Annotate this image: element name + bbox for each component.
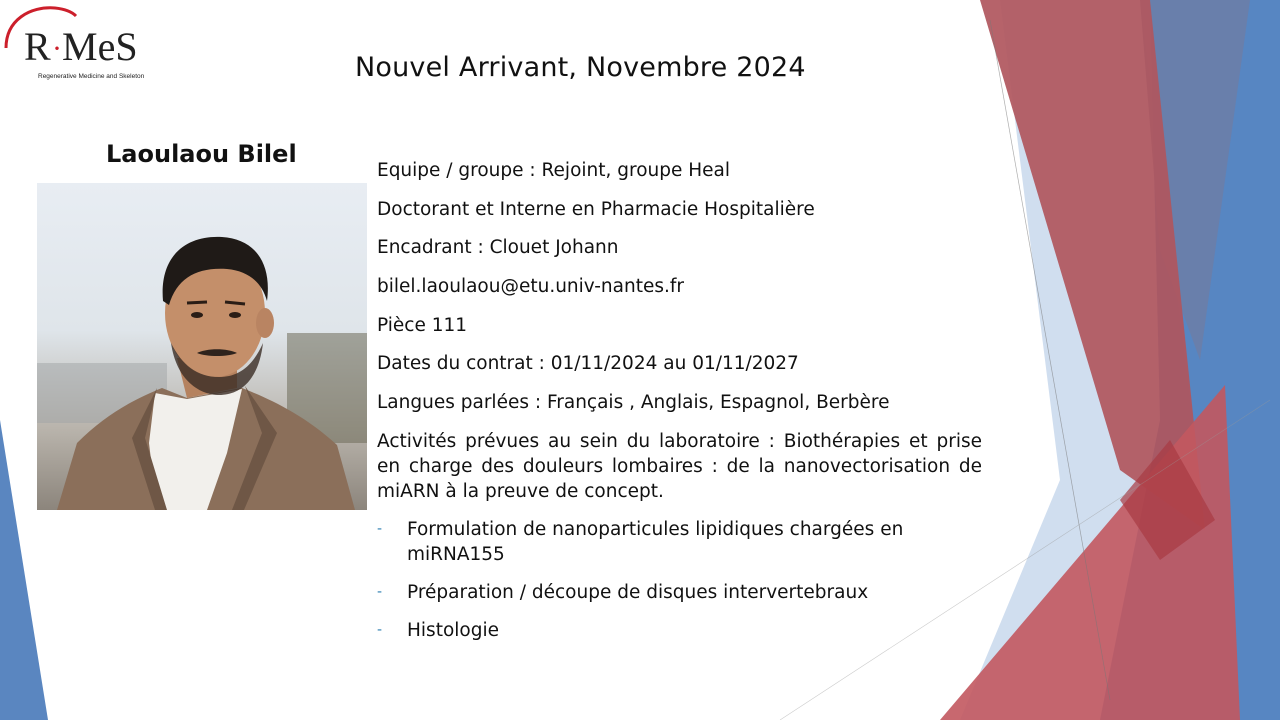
eyebrow-left: [187, 302, 207, 303]
team-line: Equipe / groupe : Rejoint, groupe Heal: [377, 160, 731, 181]
contract-dates-line: Dates du contrat : 01/11/2024 au 01/11/2027: [377, 353, 799, 375]
eye-left: [191, 312, 203, 318]
supervisor-line: Encadrant : Clouet Johann: [377, 237, 619, 259]
rmes-logo: [0, 0, 170, 84]
email-line: bilel.laoulaou@etu.univ-nantes.fr: [377, 276, 684, 298]
list-item: [377, 580, 982, 605]
bullet-marker: -: [377, 583, 383, 600]
activities-list: [377, 517, 982, 643]
logo-tagline: Regenerative Medicine and Skeleton: [38, 73, 145, 80]
list-item: [377, 618, 982, 643]
list-item: [377, 517, 982, 567]
list-item-text: Préparation / découpe de disques intervertebraux: [407, 581, 869, 603]
person-photo: [37, 183, 367, 510]
slide-title: Nouvel Arrivant, Novembre 2024: [355, 52, 806, 83]
eyebrow-right: [225, 302, 245, 304]
logo-r: R: [24, 24, 51, 69]
portrait-illustration: [37, 183, 367, 510]
room-line: Pièce 111: [377, 314, 468, 336]
list-item-text: Formulation de nanoparticules lipidiques chargées en miRNA155: [407, 518, 904, 565]
languages-line: Langues parlées : Français , Anglais, Espagnol, Berbère: [377, 392, 890, 414]
logo-mes: MeS: [62, 24, 138, 69]
position-line: Doctorant et Interne en Pharmacie Hospitalière: [377, 198, 815, 220]
bullet-marker: -: [377, 520, 383, 537]
activities-paragraph: Activités prévues au sein du laboratoire : Biothérapies et prise en charge des douleurs lombaires : de la nanovectorisation de miARN à la preuve de concept.: [377, 430, 982, 502]
person-name: Laoulaou Bilel: [106, 140, 297, 168]
bullet-marker: -: [377, 621, 383, 638]
ear: [256, 308, 274, 338]
list-item-text: Histologie: [407, 619, 499, 641]
logo-dot: ·: [52, 32, 62, 65]
details-block: [377, 158, 982, 656]
eye-right: [229, 312, 241, 318]
